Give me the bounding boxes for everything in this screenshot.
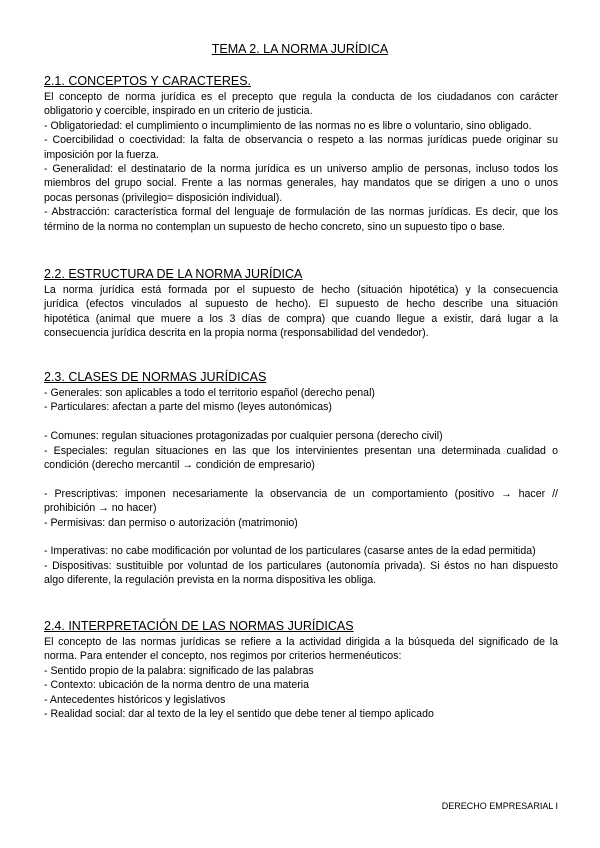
- section-heading: 2.2. ESTRUCTURA DE LA NORMA JURÍDICA: [44, 267, 303, 281]
- paragraph-line: hipotética (animal que muere a los 3 días de compra) que cuando llegue a existir, dará lugar a la: [44, 312, 558, 325]
- paragraph-line: norma. Para entender el concepto, nos regimos por criterios hermenéuticos:: [44, 650, 402, 663]
- paragraph-line: - Permisivas: dan permiso o autorización (matrimonio): [44, 516, 298, 529]
- paragraph-line: - Obligatoriedad: el cumplimiento o incumplimiento de las normas no es libre o voluntario, sino obligado.: [44, 119, 532, 132]
- paragraph-line: condición (derecho mercantil → condición de empresario): [44, 459, 315, 472]
- paragraph-line: - Dispositivas: sustituible por voluntad de los particulares (autonomía privada). Si éstos no han dispuesto: [44, 559, 558, 572]
- paragraph-line: - Generales: son aplicables a todo el territorio español (derecho penal): [44, 387, 375, 399]
- paragraph-line: - Antecedentes históricos y legislativos: [44, 693, 226, 706]
- paragraph-line: - Comunes: regulan situaciones protagonizadas por cualquier persona (derecho civil): [44, 430, 443, 443]
- page-footer: DERECHO EMPRESARIAL I: [441, 801, 558, 811]
- paragraph-gap: [44, 472, 558, 486]
- section-heading: 2.1. CONCEPTOS Y CARACTERES.: [44, 74, 252, 88]
- paragraph-line: - Realidad social: dar al texto de la ley el sentido que debe tener al tiempo aplicado: [44, 708, 434, 721]
- paragraph-line: - Especiales: regulan situaciones en las que los intervinientes presentan una determinada cualidad o: [44, 444, 558, 457]
- paragraph-line: - Abstracción: característica formal del lenguaje de formulación de las normas jurídicas. Es decir, que los: [44, 206, 558, 219]
- paragraph-line: El concepto de las normas jurídicas se refiere a la actividad dirigida a la búsqueda del significado de la: [44, 636, 558, 648]
- paragraph-line: miembros del grupo social. Frente a las normas generales, hay mandatos que se dirigen a uno o unos: [44, 177, 558, 190]
- paragraph-line: algo diferente, la regulación prevista en la norma dispositiva les obliga.: [44, 574, 377, 587]
- paragraph-line: consecuencia jurídica descrita en la propia norma (responsabilidad del vendedor).: [44, 327, 429, 340]
- section-clases: [44, 370, 558, 588]
- paragraph-line: imposición por la fuerza.: [44, 148, 159, 161]
- paragraph-line: - Coercibilidad o coectividad: la falta de observancia o respeto a las normas jurídicas puede originar su: [44, 134, 558, 147]
- paragraph-line: El concepto de norma jurídica es el precepto que regula la conducta de los ciudadanos con carácter: [44, 91, 558, 103]
- section-interpretacion: [44, 619, 558, 721]
- paragraph-line: jurídica (efectos vinculados al supuesto de hecho). El supuesto de hecho describe una situación: [44, 298, 558, 311]
- paragraph-line: La norma jurídica está formada por el supuesto de hecho (situación hipotética) y la consecuencia: [44, 284, 558, 296]
- paragraph-line: obligatorio y coercible, inspirado en un criterio de justicia.: [44, 105, 313, 118]
- section-heading: 2.3. CLASES DE NORMAS JURÍDICAS: [44, 370, 267, 384]
- paragraph-line: - Generalidad: el destinatario de la norma jurídica es un universo amplio de personas, incluso todos los: [44, 163, 558, 176]
- section-conceptos: [44, 74, 558, 234]
- paragraph-line: - Particulares: afectan a parte del mismo (leyes autonómicas): [44, 401, 332, 414]
- paragraph-gap: [44, 415, 558, 429]
- section-estructura: [44, 267, 558, 341]
- page-title: TEMA 2. LA NORMA JURÍDICA: [211, 42, 389, 56]
- paragraph-line: - Sentido propio de la palabra: significado de las palabras: [44, 664, 314, 677]
- paragraph-line: prohibición → no hacer): [44, 502, 157, 515]
- paragraph-line: - Contexto: ubicación de la norma dentro de una materia: [44, 679, 309, 692]
- paragraph-line: - Imperativas: no cabe modificación por voluntad de los particulares (casarse antes de la edad permitida): [44, 545, 536, 558]
- paragraph-gap: [44, 530, 558, 544]
- section-heading: 2.4. INTERPRETACIÓN DE LAS NORMAS JURÍDICAS: [44, 619, 354, 633]
- paragraph-line: pocas personas (privilegio= disposición individual).: [44, 191, 283, 204]
- paragraph-line: término de la norma no contemplan un supuesto de hecho concreto, sino un supuesto tipo o base.: [44, 220, 506, 233]
- paragraph-line: - Prescriptivas: imponen necesariamente la observancia de un comportamiento (positivo → hacer //: [44, 487, 558, 500]
